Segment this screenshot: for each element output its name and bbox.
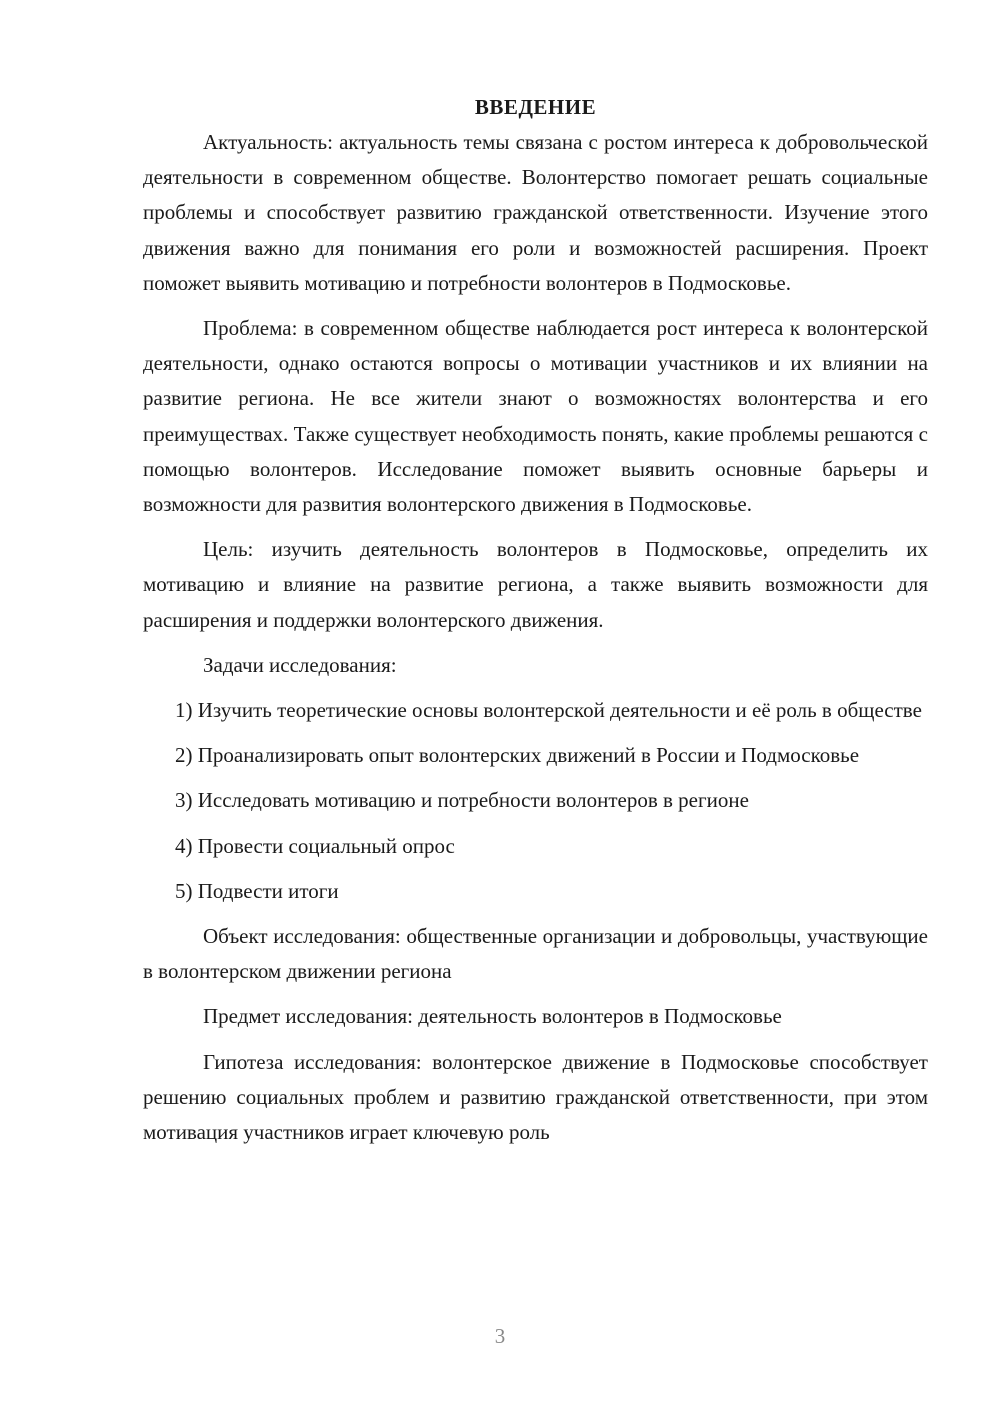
task-item: 4) Провести социальный опрос xyxy=(175,833,455,858)
task-item: 1) Изучить теоретические основы волонтерской деятельности и её роль в обществе xyxy=(175,698,922,723)
task-item: 2) Проанализировать опыт волонтерских движений в России и Подмосковье xyxy=(175,743,860,768)
task-item: 3) Исследовать мотивацию и потребности волонтеров в регионе xyxy=(175,788,749,813)
problem-paragraph: Проблема: в современном обществе наблюдается рост интереса к волонтерской деятельности, однако остаются вопросы о мотивации участников и их влиянии на развитие региона. Не все жители знают о возможностях волонтерства и его преимуществах. Также существует необходимость понять, какие проблемы решаются с помощью волонтеров. Исследование поможет выявить основные барьеры и возможности для развития волонтерского движения в Подмосковье. xyxy=(143,316,928,517)
hypothesis-paragraph: Гипотеза исследования: волонтерское движение в Подмосковье способствует решению социальных проблем и развитию гражданской ответственности, при этом мотивация участников играет ключевую роль xyxy=(143,1049,928,1145)
relevance-paragraph: Актуальность: актуальность темы связана с ростом интереса к добровольческой деятельности в современном обществе. Волонтерство помогает решать социальные проблемы и способствует развитию гражданской ответственности. Изучение этого движения важно для понимания его роли и возможностей расширения. Проект поможет выявить мотивацию и потребности волонтеров в Подмосковье. xyxy=(143,130,928,295)
section-heading: ВВЕДЕНИЕ xyxy=(474,95,597,119)
document-page xyxy=(143,90,928,1160)
tasks-title: Задачи исследования: xyxy=(203,652,397,677)
subject-paragraph: Предмет исследования: деятельность волонтеров в Подмосковье xyxy=(203,1004,782,1029)
object-paragraph: Объект исследования: общественные организации и добровольцы, участвующие в волонтерском движении региона xyxy=(143,924,928,984)
goal-paragraph: Цель: изучить деятельность волонтеров в Подмосковье, определить их мотивацию и влияние на развитие региона, а также выявить возможности для расширения и поддержки волонтерского движения. xyxy=(143,537,928,632)
page-number: 3 xyxy=(494,1324,506,1348)
task-item: 5) Подвести итоги xyxy=(175,878,339,903)
